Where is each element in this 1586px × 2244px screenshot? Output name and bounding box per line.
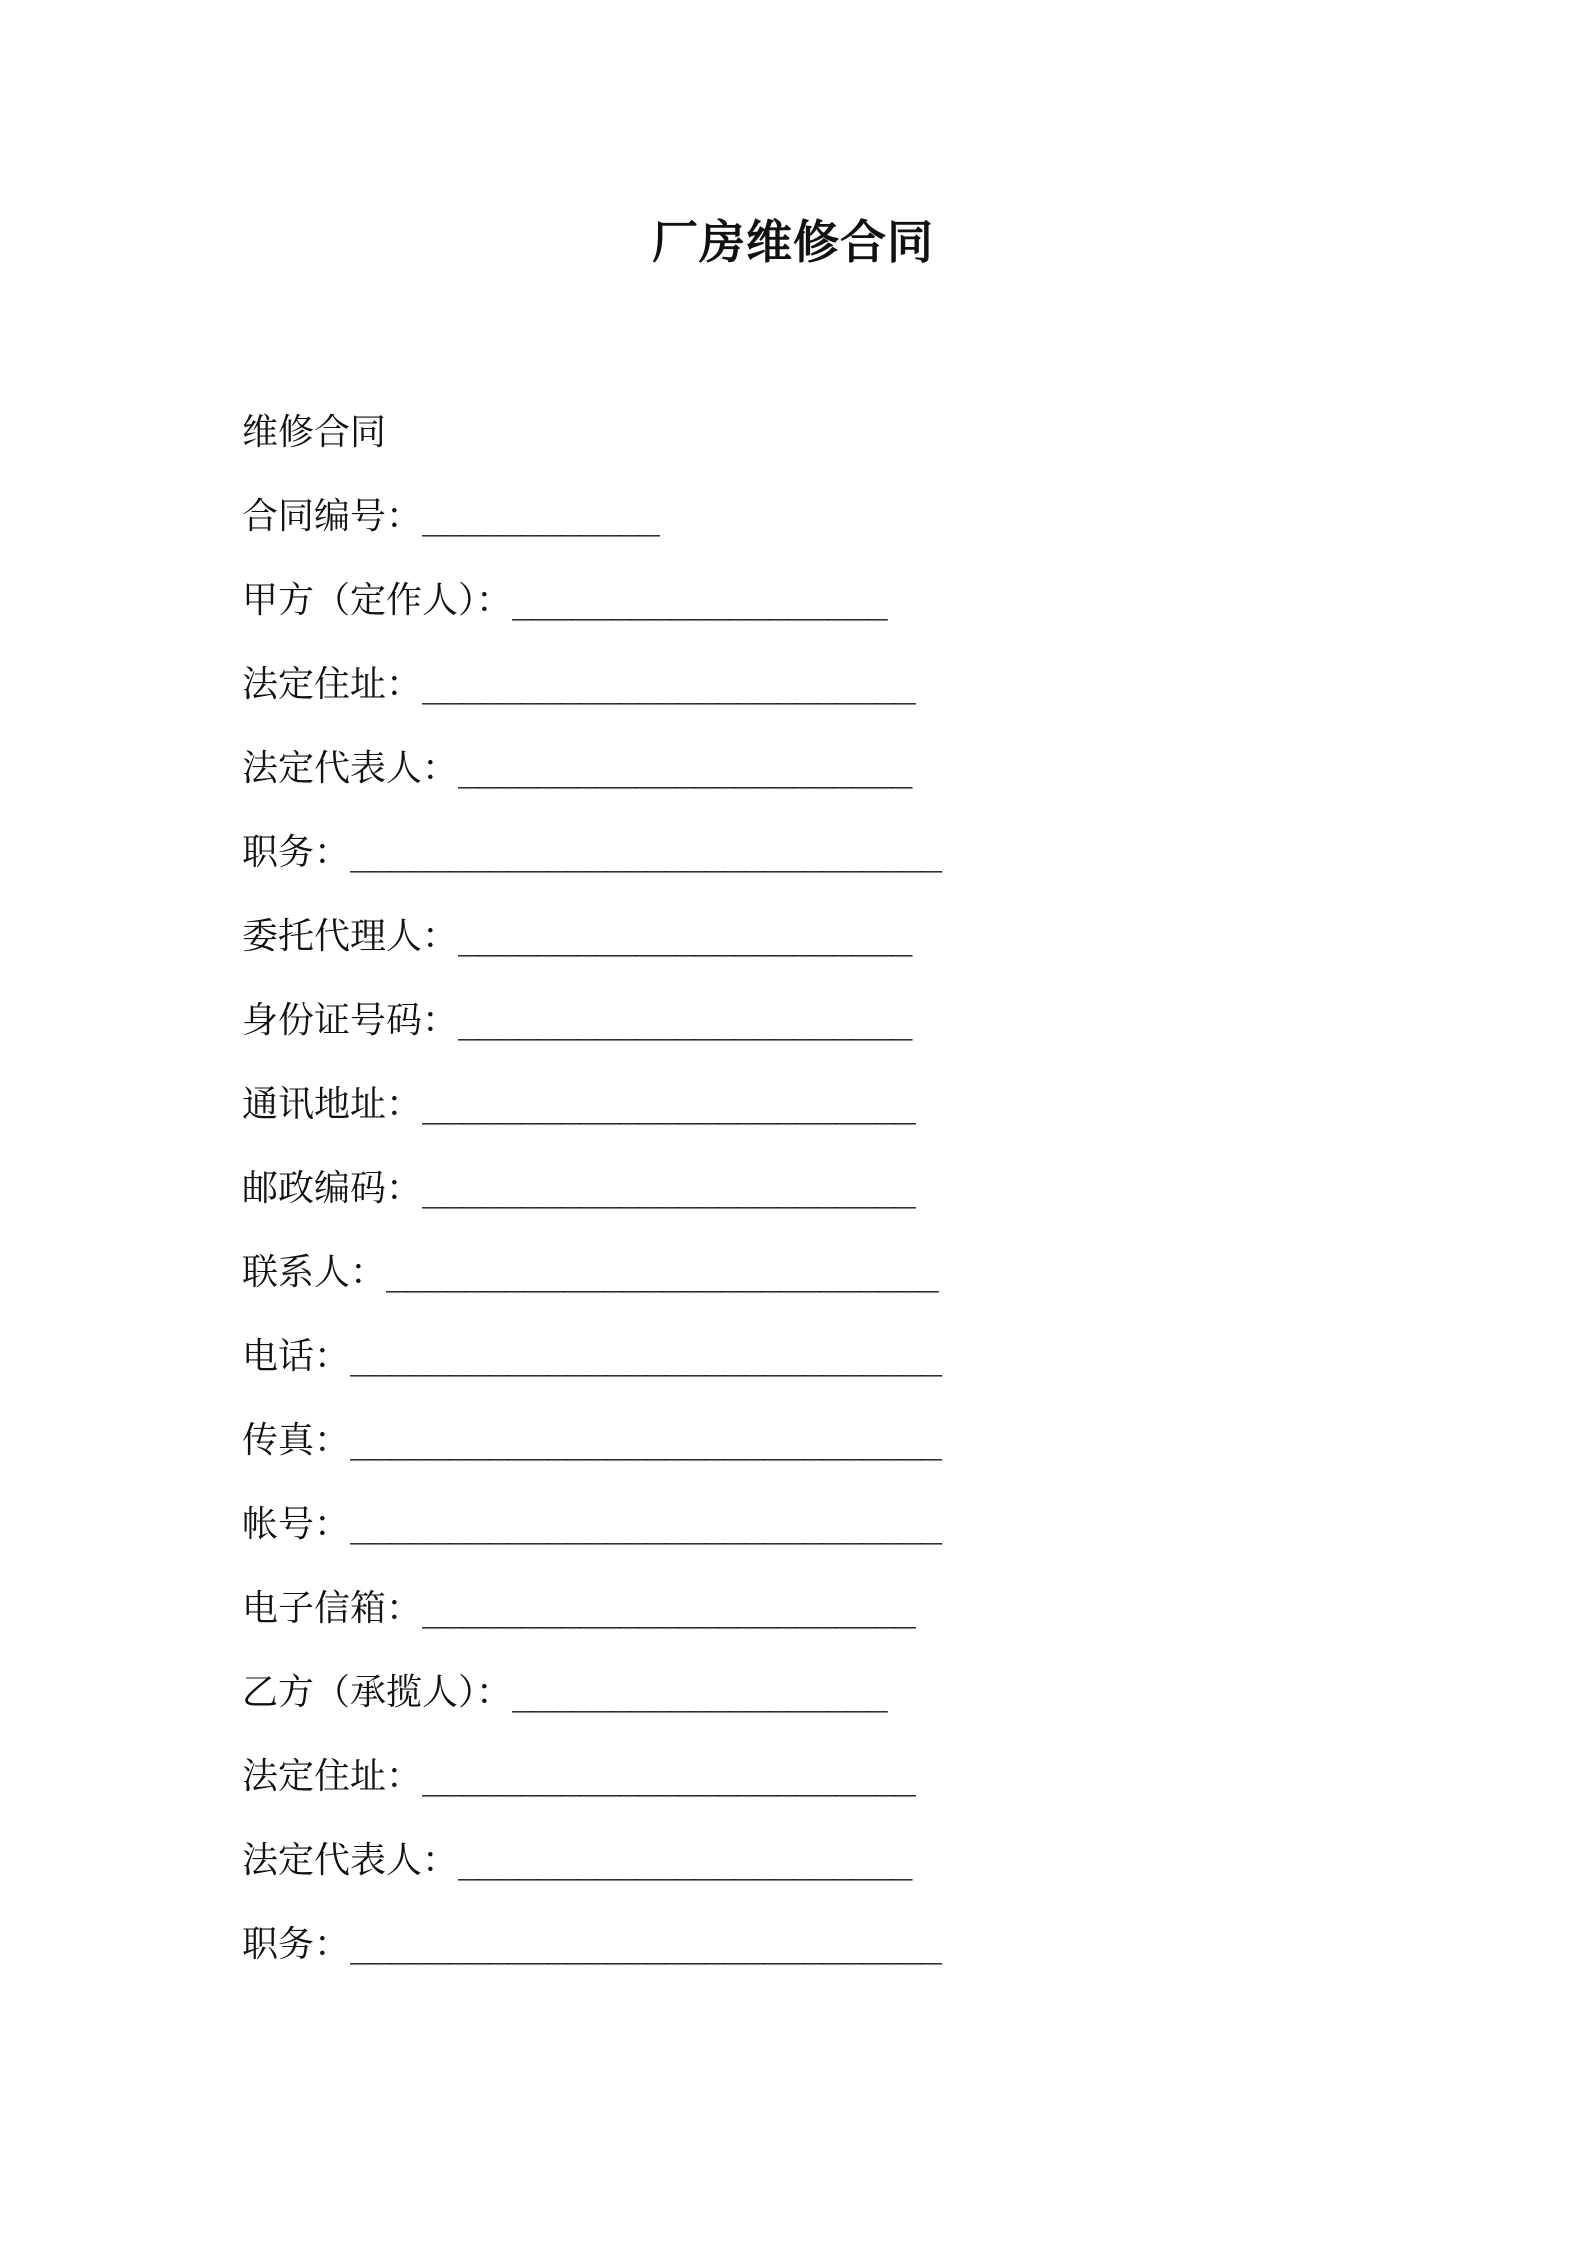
field-blank-line: ______________________________ bbox=[350, 1504, 941, 1545]
field-label: 法定代表人： bbox=[242, 1840, 459, 1881]
field-label: 甲方（定作人）： bbox=[242, 580, 513, 621]
field-blank-line: ____________________________ bbox=[386, 1252, 937, 1293]
field-party-a-agent bbox=[242, 912, 1342, 996]
field-blank-line: ______________________________ bbox=[350, 832, 941, 873]
field-party-a-mail-address bbox=[242, 1080, 1342, 1164]
field-label: 合同编号： bbox=[242, 496, 423, 537]
field-contract-number bbox=[242, 492, 1342, 576]
field-label: 帐号： bbox=[242, 1504, 351, 1545]
field-party-a-phone bbox=[242, 1332, 1342, 1416]
field-blank-line: _________________________ bbox=[422, 1084, 914, 1125]
contract-field-list bbox=[242, 492, 1342, 2004]
field-label: 电子信箱： bbox=[242, 1588, 423, 1629]
field-blank-line: ___________________ bbox=[512, 580, 886, 621]
field-blank-line: ___________________ bbox=[512, 1672, 886, 1713]
field-party-a-id-number bbox=[242, 996, 1342, 1080]
field-party-b-address bbox=[242, 1752, 1342, 1836]
field-blank-line: ______________________________ bbox=[350, 1420, 941, 1461]
field-blank-line: _________________________ bbox=[422, 664, 914, 705]
field-party-b bbox=[242, 1668, 1342, 1752]
field-blank-line: ______________________________ bbox=[350, 1336, 941, 1377]
field-label: 联系人： bbox=[242, 1252, 387, 1293]
field-blank-line: ______________________________ bbox=[350, 1924, 941, 1965]
field-blank-line: _______________________ bbox=[458, 1840, 911, 1881]
field-party-a-fax bbox=[242, 1416, 1342, 1500]
field-label: 职务： bbox=[242, 1924, 351, 1965]
field-party-a-legal-rep bbox=[242, 744, 1342, 828]
field-blank-line: _________________________ bbox=[422, 1588, 914, 1629]
field-party-a bbox=[242, 576, 1342, 660]
field-party-a-position bbox=[242, 828, 1342, 912]
field-party-b-position bbox=[242, 1920, 1342, 2004]
field-label: 法定代表人： bbox=[242, 748, 459, 789]
field-blank-line: _________________________ bbox=[422, 1756, 914, 1797]
field-label: 身份证号码： bbox=[242, 1000, 459, 1041]
field-label: 乙方（承揽人）： bbox=[242, 1672, 513, 1713]
field-label: 传真： bbox=[242, 1420, 351, 1461]
field-blank-line: _______________________ bbox=[458, 748, 911, 789]
section-title: 维修合同 bbox=[242, 412, 387, 453]
field-label: 电话： bbox=[242, 1336, 351, 1377]
field-party-a-account bbox=[242, 1500, 1342, 1584]
field-party-a-postal-code bbox=[242, 1164, 1342, 1248]
document-title: 厂房维修合同 bbox=[652, 215, 934, 269]
field-party-a-address bbox=[242, 660, 1342, 744]
field-label: 法定住址： bbox=[242, 1756, 423, 1797]
field-blank-line: _______________________ bbox=[458, 916, 911, 957]
field-blank-line: _______________________ bbox=[458, 1000, 911, 1041]
field-label: 职务： bbox=[242, 832, 351, 873]
field-party-a-contact bbox=[242, 1248, 1342, 1332]
field-label: 法定住址： bbox=[242, 664, 423, 705]
field-label: 通讯地址： bbox=[242, 1084, 423, 1125]
field-party-a-email bbox=[242, 1584, 1342, 1668]
field-label: 委托代理人： bbox=[242, 916, 459, 957]
field-blank-line: _________________________ bbox=[422, 1168, 914, 1209]
field-party-b-legal-rep bbox=[242, 1836, 1342, 1920]
field-blank-line: ____________ bbox=[422, 496, 659, 537]
field-label: 邮政编码： bbox=[242, 1168, 423, 1209]
